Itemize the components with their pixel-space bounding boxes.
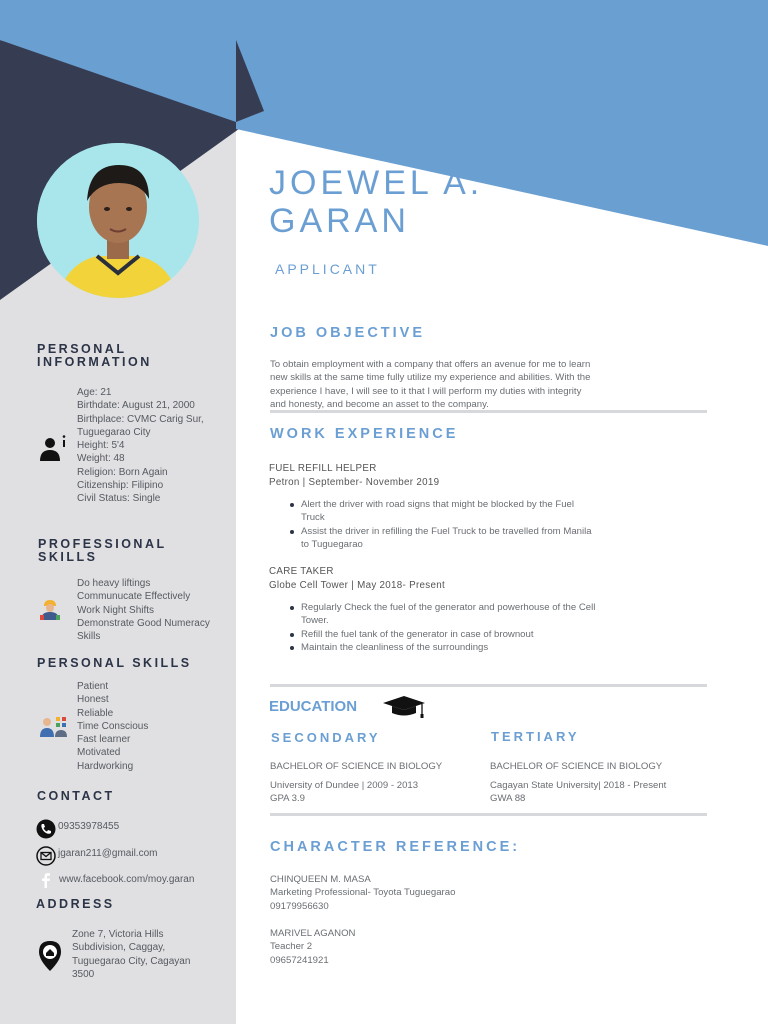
list-item: Regularly Check the fuel of the generator and powerhouse of the Cell Tower. — [287, 601, 687, 628]
person-info-icon — [39, 434, 67, 462]
personal-skills-heading: PERSONAL SKILLS — [37, 656, 192, 670]
facebook-icon — [39, 872, 53, 888]
job-objective-heading: JOB OBJECTIVE — [270, 325, 426, 341]
email-icon — [36, 846, 56, 866]
contact-email[interactable]: jgaran211@gmail.com — [58, 848, 158, 859]
address-text: Zone 7, Victoria Hills Subdivision, Caggay, Tuguegarao City, Cagayan 3500 — [72, 929, 191, 980]
reference-entry: CHINQUEEN M. MASA Marketing Professional- Toyota Tuguegarao 09179956630 — [270, 874, 456, 912]
phone-icon — [36, 819, 56, 839]
divider — [270, 684, 707, 687]
tertiary-grade: GWA 88 — [490, 793, 526, 804]
job-title: CARE TAKER — [269, 566, 334, 577]
professional-skills-list: Do heavy liftings Communucate Effectively Work Night Shifts Demonstrate Good Numeracy Skills — [77, 578, 210, 643]
list-item: Assist the driver in refilling the Fuel Truck to be travelled from Manila to Tuguegarao — [287, 525, 687, 552]
divider — [270, 410, 707, 413]
applicant-name: JOEWEL A. GARAN — [269, 164, 484, 240]
character-reference-heading: CHARACTER REFERENCE: — [270, 839, 521, 855]
worker-skills-icon — [38, 598, 62, 622]
divider — [270, 813, 707, 816]
professional-skills-heading: PROFESSIONAL SKILLS — [38, 537, 167, 564]
job-company: Petron | September- November 2019 — [269, 477, 440, 488]
education-heading: EDUCATION — [269, 698, 358, 715]
tertiary-school: Cagayan State University| 2018 - Present — [490, 780, 667, 791]
list-item: Alert the driver with road signs that might be blocked by the Fuel Truck — [287, 498, 687, 525]
applicant-role: APPLICANT — [275, 261, 380, 277]
secondary-heading: SECONDARY — [271, 730, 381, 745]
job-title: FUEL REFILL HELPER — [269, 463, 377, 474]
personal-skills-list: Patient Honest Reliable Time Conscious Fast learner Motivated Hardworking — [77, 681, 149, 772]
job-duties-list — [287, 498, 687, 552]
personal-info-list: Age: 21 Birthdate: August 21, 2000 Birthplace: CVMC Carig Sur, Tuguegarao City Height: 5'4 Weight: 48 Religion: Born Again Citizenship: Filipino Civil Status: Single — [77, 387, 204, 505]
contact-facebook[interactable]: www.facebook.com/moy.garan — [59, 874, 195, 885]
reference-entry: MARIVEL AGANON Teacher 2 09657241921 — [270, 928, 356, 966]
secondary-school: University of Dundee | 2009 - 2013 — [270, 780, 419, 791]
secondary-grade: GPA 3.9 — [270, 793, 306, 804]
profile-photo — [37, 143, 199, 298]
address-heading: ADDRESS — [36, 897, 115, 911]
tertiary-heading: TERTIARY — [491, 729, 580, 744]
contact-heading: CONTACT — [37, 789, 115, 803]
tertiary-degree: BACHELOR OF SCIENCE IN BIOLOGY — [490, 761, 663, 772]
location-pin-icon — [38, 940, 62, 972]
list-item: Refill the fuel tank of the generator in case of brownout — [287, 628, 687, 641]
personal-info-heading: PERSONAL INFORMATION — [37, 342, 152, 369]
graduation-cap-icon — [382, 695, 426, 719]
work-experience-heading: WORK EXPERIENCE — [270, 426, 459, 442]
team-skills-icon — [39, 715, 69, 739]
job-duties-list — [287, 601, 687, 655]
job-objective-text: To obtain employment with a company that offers an avenue for me to learn new skills at the same time fully utilize my experience and abilities. With the experience I have, I will see to it that I will perform my duties with integrity and honesty, and become an asset to the company. — [270, 359, 591, 411]
list-item: Maintain the cleanliness of the surroundings — [287, 641, 687, 654]
job-company: Globe Cell Tower | May 2018- Present — [269, 580, 445, 591]
secondary-degree: BACHELOR OF SCIENCE IN BIOLOGY — [270, 761, 443, 772]
contact-phone[interactable]: 09353978455 — [58, 821, 120, 832]
